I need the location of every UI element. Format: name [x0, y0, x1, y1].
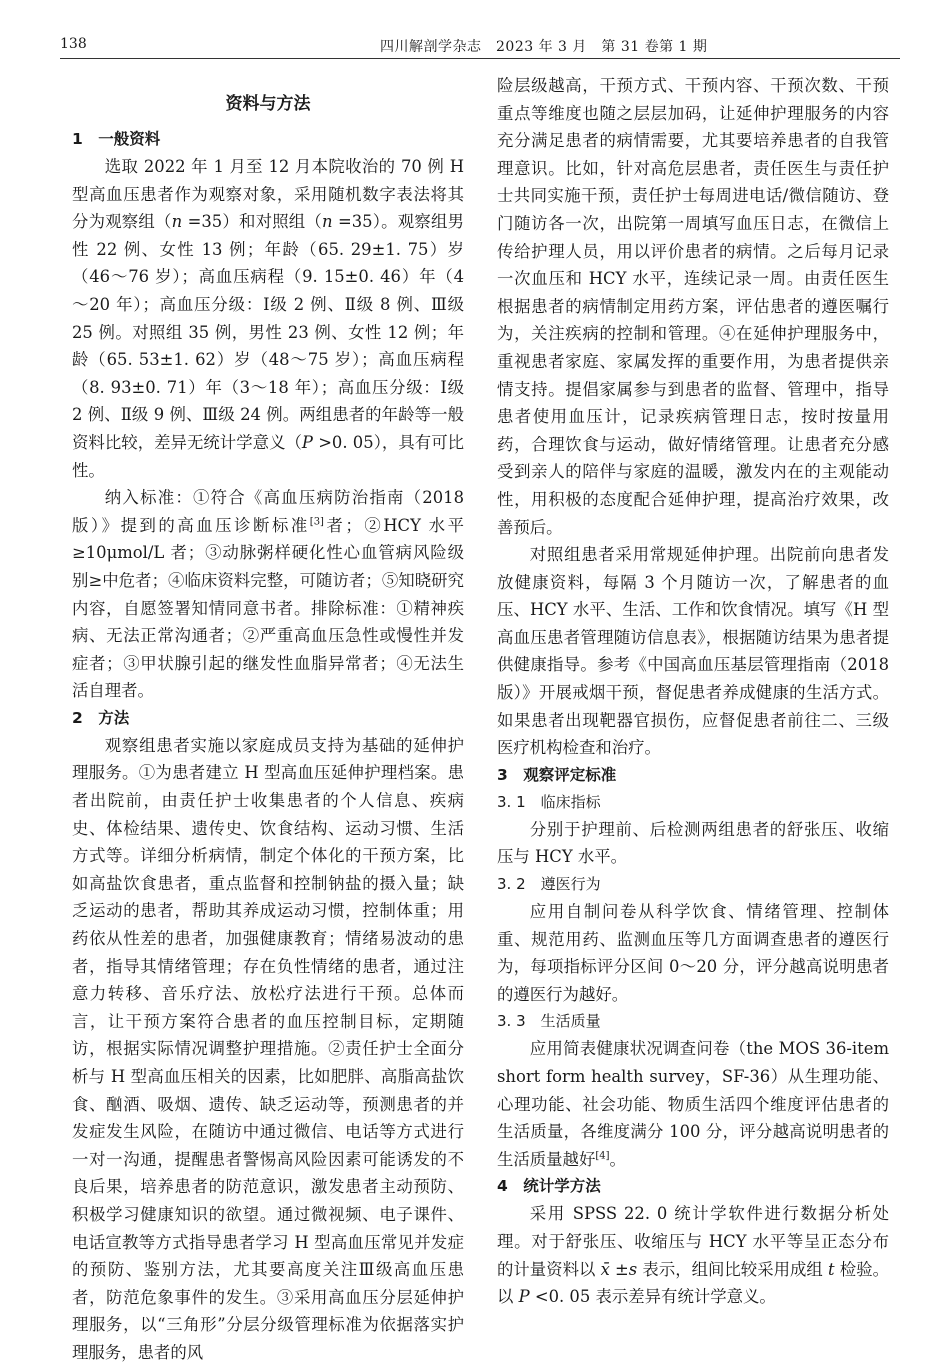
heading-evaluation: 3 观察评定标准 [497, 765, 617, 784]
subheading-compliance: 3. 2 遵医行为 [497, 875, 601, 894]
heading-general-data: 1 一般资料 [72, 130, 161, 148]
paragraph-clinical: 分别于护理前、后检测两组患者的舒张压、收缩压与 HCY 水平。 [497, 819, 889, 867]
journal-info: 四川解剖学杂志 2023 年 3 月 第 31 卷第 1 期 [380, 39, 708, 55]
paragraph-methods-continued: 险层级越高，干预方式、干预内容、干预次数、干预重点等维度也随之层层加码，让延伸护理服务的内容充分满足患者的病情需要，尤其要培养患者的自我管理意识。比如，针对高危层患者，责任医生与责任护士共同实施干预，责任护士每周进电话/微信随访、登门随访各一次，出院第一周填写血压日志，在微信上传给护理人员，用以评价患者的病情。之后每月记录一次血压和 HCY 水平，连续记录一周。由责任医生根据患者的病情制定用药方案，评估患者的遵医嘱行为，关注疾病的控制和管理。④在延伸护理服务中，重视患者家庭、家属发挥的重要作用，为患者提供亲情支持。提倡家属参与到患者的监督、管理中，指导患者使用血压计，记录疾病管理日志，按时按量用药，合理饮食与运动，做好情绪管理。让患者充分感受到亲人的陪伴与家庭的温暖，激发内在的主观能动性，用积极的态度配合延伸护理，提高治疗效果，改善预后。 [497, 76, 889, 537]
paragraph-methods: 观察组患者实施以家庭成员支持为基础的延伸护理服务。①为患者建立 H 型高血压延伸护理档案。患者出院前，由责任护士收集患者的个人信息、疾病史、体检结果、遗传史、饮食结构、运动习惯、生活方式等。详细分析病情，制定个体化的干预方案，比如高盐饮食患者，重点监督和控制钠盐的摄入量；缺乏运动的患者，帮助其养成运动习惯，控制体重；用药依从性差的患者，加强健康教育；情绪易波动的患者，指导其情绪管理；存在负性情绪的患者，通过注意力转移、音乐疗法、放松疗法进行干预。总体而言，让干预方案符合患者的血压控制目标，定期随访，根据实际情况调整护理措施。②责任护士全面分析与 H 型高血压相关的因素，比如肥胖、高脂高盐饮食、酗酒、吸烟、遗传、缺乏运动等，预测患者的并发症发生风险，在随访中通过微信、电话等方式进行一对一沟通，提醒患者警惕高风险因素可能诱发的不良后果，培养患者的防范意识，激发患者主动预防、积极学习健康知识的欲望。通过微视频、电子课件、电话宣教等方式指导患者学习 H 型高血压常见并发症的预防、鉴别方法，尤其要高度关注Ⅲ级高血压患者，防范危象事件的发生。③采用高血压分层延伸护理服务，以“三角形”分层分级管理标准为依据落实护理服务，患者的风 [72, 735, 464, 1362]
left-column [72, 72, 464, 1367]
subheading-clinical: 3. 1 临床指标 [497, 792, 601, 811]
heading-statistics: 4 统计学方法 [497, 1177, 601, 1196]
header-rule [60, 58, 900, 59]
paragraph-control-group: 对照组患者采用常规延伸护理。出院前向患者发放健康资料，每隔 3 个月随访一次，了解患者的血压、HCY 水平、生活、工作和饮食情况。填写《H 型高血压患者管理随访信息表》，根据随访结果为患者提供健康指导。参考《中国高血压基层管理指南（2018 版）》开展戒烟干预，督促患者养成健康的生活方式。如果患者出现靶器官损伤，应督促患者前往二、三级医疗机构检查和治疗。 [497, 545, 889, 758]
heading-methods: 2 方法 [72, 708, 130, 727]
page-header [60, 30, 900, 60]
paragraph-general-data: 选取 2022 年 1 月至 12 月本院收治的 70 例 H 型高血压患者作为观察对象，采用随机数字表法将其分为观察组（n =35）和对照组（n =35）。观察组男性 22 例、女性 13 例；年龄（65. 29±1. 75）岁（46～76 岁）；高血压病程（9. 15±0. 46）年（4～20 年）；高血压分级：Ⅰ级 2 例、Ⅱ级 8 例、Ⅲ级 25 例。对照组 35 例，男性 23 例、女性 12 例；年龄（65. 53±1. 62）岁（48～75 岁）；高血压病程（8. 93±0. 71）年（3～18 年）；高血压分级：Ⅰ级 2 例、Ⅱ级 9 例、Ⅲ级 24 例。两组患者的年龄等一般资料比较，差异无统计学意义（P >0. 05），具有可比性。 [72, 157, 465, 480]
paragraph-statistics: 采用 SPSS 22. 0 统计学软件进行数据分析处理。对于舒张压、收缩压与 HCY 水平等呈正态分布的计量资料以 x̄ ±s 表示，组间比较采用成组 t 检验。以 P <0. 05 表示差异有统计学意义。 [497, 1204, 889, 1307]
paragraph-quality-of-life: 应用简表健康状况调查问卷（the MOS 36-item short form health survey，SF-36）从生理功能、心理功能、社会功能、物质生活四个维度评估患者的生活质量，各维度满分 100 分，评分越高说明患者的生活质量越好[4]。 [497, 1039, 889, 1169]
page-number: 138 [60, 36, 87, 52]
right-column [497, 72, 889, 1311]
subheading-quality-of-life: 3. 3 生活质量 [497, 1012, 601, 1031]
citation-4: [4] [595, 1150, 610, 1162]
citation-3: [3] [309, 516, 324, 528]
paragraph-criteria: 纳入标准：①符合《高血压病防治指南（2018 版）》提到的高血压诊断标准[3]者；②HCY 水平≥10μmol/L 者；③动脉粥样硬化性心血管病风险级别≥中危者；④临床资料完整，可随访者；⑤知晓研究内容，自愿签署知情同意书者。排除标准：①精神疾病、无法正常沟通者；②严重高血压急性或慢性并发症者；③甲状腺引起的继发性血脂异常者；④无法生活自理者。 [72, 488, 464, 701]
paragraph-compliance: 应用自制问卷从科学饮食、情绪管理、控制体重、规范用药、监测血压等几方面调查患者的遵医行为，每项指标评分区间 0～20 分，评分越高说明患者的遵医行为越好。 [497, 902, 889, 1004]
section-title: 资料与方法 [225, 94, 311, 114]
